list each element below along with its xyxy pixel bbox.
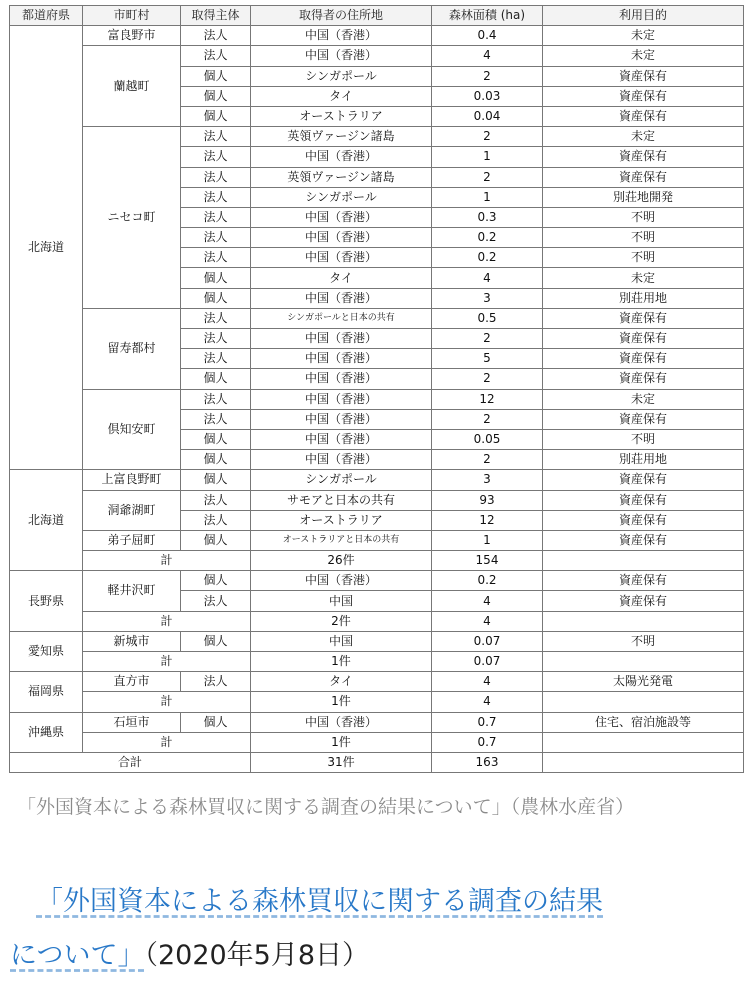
area-cell: 0.2 bbox=[432, 571, 543, 591]
purpose-cell: 資産保有 bbox=[543, 147, 744, 167]
subtotal-row bbox=[10, 652, 744, 672]
municipality-cell: 新城市 bbox=[83, 631, 181, 651]
table-row bbox=[10, 46, 744, 66]
address-cell: 中国（香港） bbox=[251, 248, 432, 268]
prefecture-cell: 福岡県 bbox=[10, 672, 83, 712]
entity-cell: 個人 bbox=[181, 66, 251, 86]
address-cell: シンガポール bbox=[251, 66, 432, 86]
article-link-line-2 bbox=[10, 938, 369, 974]
area-cell: 2 bbox=[432, 66, 543, 86]
purpose-cell: 別荘用地 bbox=[543, 288, 744, 308]
subtotal-row bbox=[10, 611, 744, 631]
address-cell: 中国（香港） bbox=[251, 329, 432, 349]
entity-cell: 個人 bbox=[181, 86, 251, 106]
address-cell: 中国（香港） bbox=[251, 409, 432, 429]
area-cell: 2 bbox=[432, 127, 543, 147]
address-cell: タイ bbox=[251, 86, 432, 106]
header-prefecture: 都道府県 bbox=[10, 6, 83, 26]
header-municipality: 市町村 bbox=[83, 6, 181, 26]
entity-cell: 法人 bbox=[181, 207, 251, 227]
area-cell: 2 bbox=[432, 369, 543, 389]
subtotal-count: 1件 bbox=[251, 732, 432, 752]
entity-cell: 個人 bbox=[181, 268, 251, 288]
municipality-cell: 洞爺湖町 bbox=[83, 490, 181, 530]
purpose-cell: 別荘用地 bbox=[543, 450, 744, 470]
subtotal-label: 計 bbox=[83, 611, 251, 631]
prefecture-cell: 愛知県 bbox=[10, 631, 83, 671]
purpose-cell: 資産保有 bbox=[543, 106, 744, 126]
purpose-cell: 資産保有 bbox=[543, 470, 744, 490]
subtotal-label: 計 bbox=[83, 692, 251, 712]
table-caption: 「外国資本による森林買収に関する調査の結果について」（農林水産省） bbox=[17, 796, 635, 818]
address-cell: シンガポールと日本の共有 bbox=[251, 308, 432, 328]
address-cell: 中国（香港） bbox=[251, 389, 432, 409]
table-row bbox=[10, 712, 744, 732]
area-cell: 0.5 bbox=[432, 308, 543, 328]
table-row bbox=[10, 530, 744, 550]
municipality-cell: 蘭越町 bbox=[83, 46, 181, 127]
table-row bbox=[10, 389, 744, 409]
area-cell: 0.4 bbox=[432, 26, 543, 46]
municipality-cell: 直方市 bbox=[83, 672, 181, 692]
subtotal-label: 計 bbox=[83, 732, 251, 752]
purpose-cell: 資産保有 bbox=[543, 510, 744, 530]
subtotal-count: 1件 bbox=[251, 652, 432, 672]
header-area: 森林面積 (ha) bbox=[432, 6, 543, 26]
header-entity: 取得主体 bbox=[181, 6, 251, 26]
table-row bbox=[10, 672, 744, 692]
table-row bbox=[10, 571, 744, 591]
address-cell: 中国（香港） bbox=[251, 429, 432, 449]
subtotal-count: 1件 bbox=[251, 692, 432, 712]
subtotal-area: 0.07 bbox=[432, 652, 543, 672]
grand-total-label: 合計 bbox=[10, 752, 251, 772]
address-cell: オーストラリアと日本の共有 bbox=[251, 530, 432, 550]
municipality-cell: 倶知安町 bbox=[83, 389, 181, 470]
subtotal-area: 154 bbox=[432, 551, 543, 571]
area-cell: 2 bbox=[432, 167, 543, 187]
table-row bbox=[10, 308, 744, 328]
subtotal-count: 2件 bbox=[251, 611, 432, 631]
address-cell: タイ bbox=[251, 268, 432, 288]
address-cell: 中国（香港） bbox=[251, 288, 432, 308]
area-cell: 3 bbox=[432, 470, 543, 490]
entity-cell: 個人 bbox=[181, 369, 251, 389]
entity-cell: 法人 bbox=[181, 591, 251, 611]
purpose-cell: 資産保有 bbox=[543, 349, 744, 369]
address-cell: 中国（香港） bbox=[251, 26, 432, 46]
entity-cell: 個人 bbox=[181, 712, 251, 732]
address-cell: オーストラリア bbox=[251, 510, 432, 530]
area-cell: 4 bbox=[432, 268, 543, 288]
purpose-cell: 資産保有 bbox=[543, 167, 744, 187]
address-cell: 中国（香港） bbox=[251, 207, 432, 227]
municipality-cell: 留寿都村 bbox=[83, 308, 181, 389]
address-cell: 中国 bbox=[251, 591, 432, 611]
purpose-cell: 未定 bbox=[543, 127, 744, 147]
header-address: 取得者の住所地 bbox=[251, 6, 432, 26]
entity-cell: 法人 bbox=[181, 228, 251, 248]
address-cell: 英領ヴァージン諸島 bbox=[251, 167, 432, 187]
purpose-cell: 不明 bbox=[543, 248, 744, 268]
grand-total-area: 163 bbox=[432, 752, 543, 772]
entity-cell: 法人 bbox=[181, 127, 251, 147]
area-cell: 0.7 bbox=[432, 712, 543, 732]
purpose-cell: 住宅、宿泊施設等 bbox=[543, 712, 744, 732]
entity-cell: 法人 bbox=[181, 329, 251, 349]
subtotal-purpose bbox=[543, 611, 744, 631]
subtotal-label: 計 bbox=[83, 551, 251, 571]
table-header-row bbox=[10, 6, 744, 26]
table-row bbox=[10, 631, 744, 651]
grand-total-count: 31件 bbox=[251, 752, 432, 772]
municipality-cell: 弟子屈町 bbox=[83, 530, 181, 550]
entity-cell: 法人 bbox=[181, 26, 251, 46]
purpose-cell: 不明 bbox=[543, 429, 744, 449]
purpose-cell: 資産保有 bbox=[543, 571, 744, 591]
area-cell: 0.04 bbox=[432, 106, 543, 126]
entity-cell: 法人 bbox=[181, 349, 251, 369]
subtotal-purpose bbox=[543, 692, 744, 712]
area-cell: 0.2 bbox=[432, 228, 543, 248]
address-cell: シンガポール bbox=[251, 187, 432, 207]
purpose-cell: 太陽光発電 bbox=[543, 672, 744, 692]
entity-cell: 個人 bbox=[181, 106, 251, 126]
subtotal-area: 4 bbox=[432, 692, 543, 712]
entity-cell: 法人 bbox=[181, 490, 251, 510]
subtotal-label: 計 bbox=[83, 652, 251, 672]
subtotal-purpose bbox=[543, 551, 744, 571]
area-cell: 2 bbox=[432, 329, 543, 349]
area-cell: 12 bbox=[432, 389, 543, 409]
address-cell: 中国（香港） bbox=[251, 450, 432, 470]
purpose-cell: 資産保有 bbox=[543, 66, 744, 86]
area-cell: 0.07 bbox=[432, 631, 543, 651]
purpose-cell: 資産保有 bbox=[543, 308, 744, 328]
article-link[interactable]: 「外国資本による森林買収に関する調査の結果 bbox=[36, 886, 603, 917]
article-date: （2020年5月8日） bbox=[144, 940, 370, 971]
entity-cell: 法人 bbox=[181, 187, 251, 207]
address-cell: サモアと日本の共有 bbox=[251, 490, 432, 510]
purpose-cell: 未定 bbox=[543, 46, 744, 66]
prefecture-cell: 沖縄県 bbox=[10, 712, 83, 752]
entity-cell: 個人 bbox=[181, 530, 251, 550]
area-cell: 1 bbox=[432, 187, 543, 207]
address-cell: 中国 bbox=[251, 631, 432, 651]
prefecture-cell: 北海道 bbox=[10, 470, 83, 571]
address-cell: タイ bbox=[251, 672, 432, 692]
address-cell: 中国（香港） bbox=[251, 147, 432, 167]
subtotal-row bbox=[10, 692, 744, 712]
municipality-cell: 石垣市 bbox=[83, 712, 181, 732]
address-cell: 英領ヴァージン諸島 bbox=[251, 127, 432, 147]
subtotal-purpose bbox=[543, 652, 744, 672]
entity-cell: 個人 bbox=[181, 429, 251, 449]
purpose-cell: 資産保有 bbox=[543, 591, 744, 611]
entity-cell: 個人 bbox=[181, 571, 251, 591]
table-row bbox=[10, 470, 744, 490]
address-cell: 中国（香港） bbox=[251, 349, 432, 369]
address-cell: 中国（香港） bbox=[251, 46, 432, 66]
address-cell: 中国（香港） bbox=[251, 571, 432, 591]
purpose-cell: 資産保有 bbox=[543, 490, 744, 510]
area-cell: 0.3 bbox=[432, 207, 543, 227]
purpose-cell: 資産保有 bbox=[543, 530, 744, 550]
area-cell: 4 bbox=[432, 46, 543, 66]
entity-cell: 個人 bbox=[181, 450, 251, 470]
subtotal-row bbox=[10, 551, 744, 571]
entity-cell: 法人 bbox=[181, 147, 251, 167]
area-cell: 2 bbox=[432, 450, 543, 470]
area-cell: 0.03 bbox=[432, 86, 543, 106]
subtotal-area: 4 bbox=[432, 611, 543, 631]
purpose-cell: 不明 bbox=[543, 631, 744, 651]
area-cell: 0.2 bbox=[432, 248, 543, 268]
area-cell: 93 bbox=[432, 490, 543, 510]
entity-cell: 法人 bbox=[181, 389, 251, 409]
prefecture-cell: 北海道 bbox=[10, 26, 83, 470]
purpose-cell: 資産保有 bbox=[543, 409, 744, 429]
entity-cell: 法人 bbox=[181, 308, 251, 328]
area-cell: 5 bbox=[432, 349, 543, 369]
area-cell: 4 bbox=[432, 672, 543, 692]
entity-cell: 法人 bbox=[181, 46, 251, 66]
subtotal-area: 0.7 bbox=[432, 732, 543, 752]
address-cell: シンガポール bbox=[251, 470, 432, 490]
entity-cell: 法人 bbox=[181, 248, 251, 268]
purpose-cell: 未定 bbox=[543, 268, 744, 288]
area-cell: 1 bbox=[432, 147, 543, 167]
entity-cell: 法人 bbox=[181, 167, 251, 187]
entity-cell: 法人 bbox=[181, 672, 251, 692]
forest-acquisition-table bbox=[9, 5, 744, 773]
area-cell: 2 bbox=[432, 409, 543, 429]
purpose-cell: 不明 bbox=[543, 207, 744, 227]
grand-total-purpose bbox=[543, 752, 744, 772]
entity-cell: 個人 bbox=[181, 470, 251, 490]
entity-cell: 個人 bbox=[181, 288, 251, 308]
municipality-cell: ニセコ町 bbox=[83, 127, 181, 309]
entity-cell: 法人 bbox=[181, 409, 251, 429]
table-row bbox=[10, 26, 744, 46]
address-cell: 中国（香港） bbox=[251, 369, 432, 389]
area-cell: 3 bbox=[432, 288, 543, 308]
purpose-cell: 資産保有 bbox=[543, 86, 744, 106]
header-purpose: 利用目的 bbox=[543, 6, 744, 26]
municipality-cell: 軽井沢町 bbox=[83, 571, 181, 611]
purpose-cell: 資産保有 bbox=[543, 369, 744, 389]
purpose-cell: 別荘地開発 bbox=[543, 187, 744, 207]
purpose-cell: 未定 bbox=[543, 389, 744, 409]
entity-cell: 法人 bbox=[181, 510, 251, 530]
table-row bbox=[10, 127, 744, 147]
prefecture-cell: 長野県 bbox=[10, 571, 83, 632]
purpose-cell: 不明 bbox=[543, 228, 744, 248]
municipality-cell: 富良野市 bbox=[83, 26, 181, 46]
grand-total-row bbox=[10, 752, 744, 772]
subtotal-count: 26件 bbox=[251, 551, 432, 571]
area-cell: 0.05 bbox=[432, 429, 543, 449]
address-cell: 中国（香港） bbox=[251, 712, 432, 732]
article-link-continued[interactable]: について」 bbox=[10, 940, 145, 971]
area-cell: 1 bbox=[432, 530, 543, 550]
address-cell: オーストラリア bbox=[251, 106, 432, 126]
subtotal-row bbox=[10, 732, 744, 752]
area-cell: 4 bbox=[432, 591, 543, 611]
purpose-cell: 資産保有 bbox=[543, 329, 744, 349]
address-cell: 中国（香港） bbox=[251, 228, 432, 248]
area-cell: 12 bbox=[432, 510, 543, 530]
article-link-line-1 bbox=[36, 884, 603, 920]
purpose-cell: 未定 bbox=[543, 26, 744, 46]
entity-cell: 個人 bbox=[181, 631, 251, 651]
subtotal-purpose bbox=[543, 732, 744, 752]
table-row bbox=[10, 490, 744, 510]
municipality-cell: 上富良野町 bbox=[83, 470, 181, 490]
